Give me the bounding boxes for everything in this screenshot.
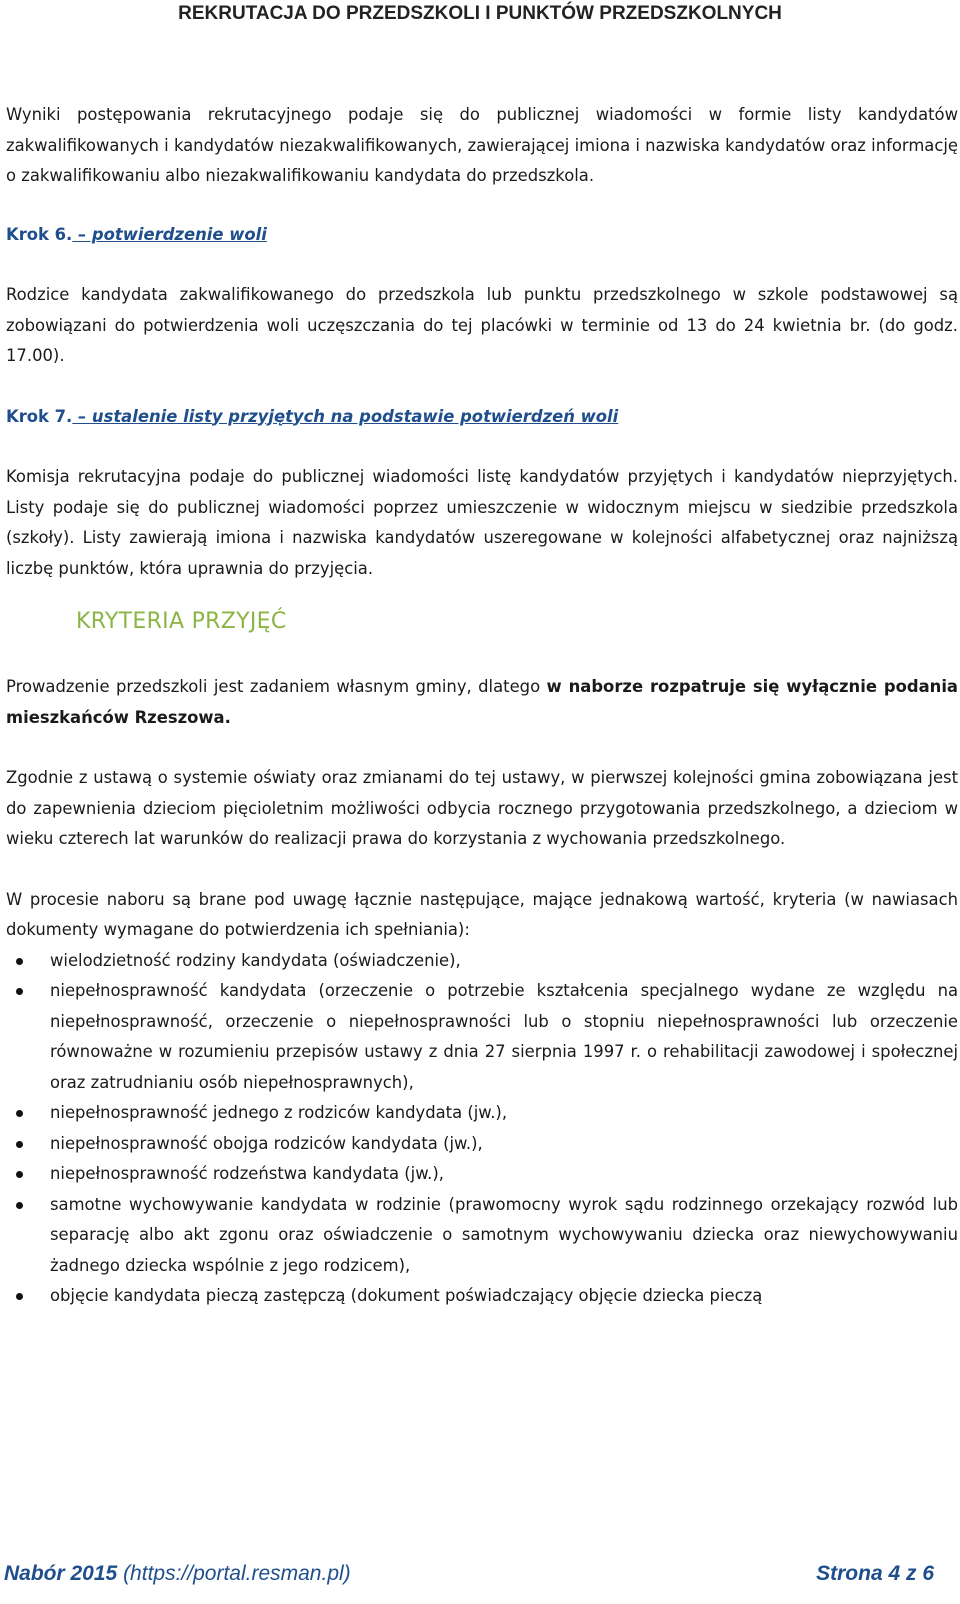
krok-7-title: – ustalenie listy przyjętych na podstawie potwierdzeń woli xyxy=(72,406,619,426)
paragraph-kryteria-intro: W procesie naboru są brane pod uwagę łącznie następujące, mające jednakową wartość, kryteria (w nawiasach dokumenty wymagane do potwierdzenia ich spełniania): xyxy=(6,889,958,939)
page-number: Strona 4 z 6 xyxy=(816,1562,934,1585)
criteria-list xyxy=(6,946,958,1312)
paragraph-gmina xyxy=(6,672,958,733)
footer-nabor: Nabór 2015 xyxy=(4,1562,118,1585)
krok-7-heading xyxy=(6,402,958,433)
krok-7-label: Krok 7. xyxy=(6,406,73,426)
page-footer xyxy=(4,1562,934,1586)
paragraph-gmina-text: Prowadzenie przedszkoli jest zadaniem własnym gminy, dlatego xyxy=(6,677,547,696)
page-header: REKRUTACJA DO PRZEDSZKOLI I PUNKTÓW PRZEDSZKOLNYCH xyxy=(178,3,782,24)
document-body xyxy=(6,100,958,1312)
paragraph-gmina-bold: w naborze rozpatruje się wyłącznie podania mieszkańców Rzeszowa. xyxy=(6,677,958,727)
paragraph-krok-6: Rodzice kandydata zakwalifikowanego do przedszkola lub punktu przedszkolnego w szkole podstawowej są zobowiązani do potwierdzenia woli uczęszczania do tej placówki w terminie od 13 do 24 kwietnia br. (do godz. 17.00). xyxy=(6,285,958,365)
paragraph-results: Wyniki postępowania rekrutacyjnego podaje się do publicznej wiadomości w formie listy kandydatów zakwalifikowanych i kandydatów niezakwalifikowanych, zawierającej imiona i nazwiska kandydatów oraz informację o zakwalifikowaniu albo niezakwalifikowaniu kandydata do przedszkola. xyxy=(6,105,958,185)
krok-6-label: Krok 6. xyxy=(6,224,73,244)
criteria-item: niepełnosprawność kandydata (orzeczenie o potrzebie kształcenia specjalnego wydane ze względu na niepełnosprawność, orzeczenie o niepełnosprawności lub o stopniu niepełnosprawności lub orzeczenie równoważne w rozumieniu przepisów ustawy z dnia 27 sierpnia 1997 r. o rehabilitacji zawodowej i społecznej oraz zatrudnianiu osób niepełnosprawnych), xyxy=(6,976,958,1098)
kryteria-heading: KRYTERIA PRZYJĘĆ xyxy=(76,609,287,634)
krok-6-title: – potwierdzenie woli xyxy=(72,224,267,244)
criteria-item: wielodzietność rodziny kandydata (oświadczenie), xyxy=(6,946,958,977)
paragraph-krok-7: Komisja rekrutacyjna podaje do publicznej wiadomości listę kandydatów przyjętych i kandydatów nieprzyjętych. Listy podaje się do publicznej wiadomości poprzez umieszczenie w widocznym miejscu w siedzibie przedszkola (szkoły). Listy zawierają imiona i nazwiska kandydatów uszeregowane w kolejności alfabetycznej oraz najniższą liczbę punktów, która uprawnia do przyjęcia. xyxy=(6,467,958,578)
footer-url: (https://portal.resman.pl) xyxy=(117,1562,351,1585)
criteria-item: objęcie kandydata pieczą zastępczą (dokument poświadczający objęcie dziecka pieczą xyxy=(6,1281,958,1312)
criteria-item: niepełnosprawność obojga rodziców kandydata (jw.), xyxy=(6,1129,958,1160)
krok-6-heading xyxy=(6,220,958,251)
criteria-item: samotne wychowywanie kandydata w rodzinie (prawomocny wyrok sądu rodzinnego orzekający rozwód lub separację albo akt zgonu oraz oświadczenie o samotnym wychowywaniu dziecka oraz niewychowywaniu żadnego dziecka wspólnie z jego rodzicem), xyxy=(6,1190,958,1282)
criteria-item: niepełnosprawność jednego z rodziców kandydata (jw.), xyxy=(6,1098,958,1129)
criteria-item: niepełnosprawność rodzeństwa kandydata (jw.), xyxy=(6,1159,958,1190)
paragraph-ustawa: Zgodnie z ustawą o systemie oświaty oraz zmianami do tej ustawy, w pierwszej kolejności gmina zobowiązana jest do zapewnienia dzieciom pięcioletnim możliwości odbycia rocznego przygotowania przedszkolnego, a dzieciom w wieku czterech lat warunków do realizacji prawa do korzystania z wychowania przedszkolnego. xyxy=(6,768,958,848)
